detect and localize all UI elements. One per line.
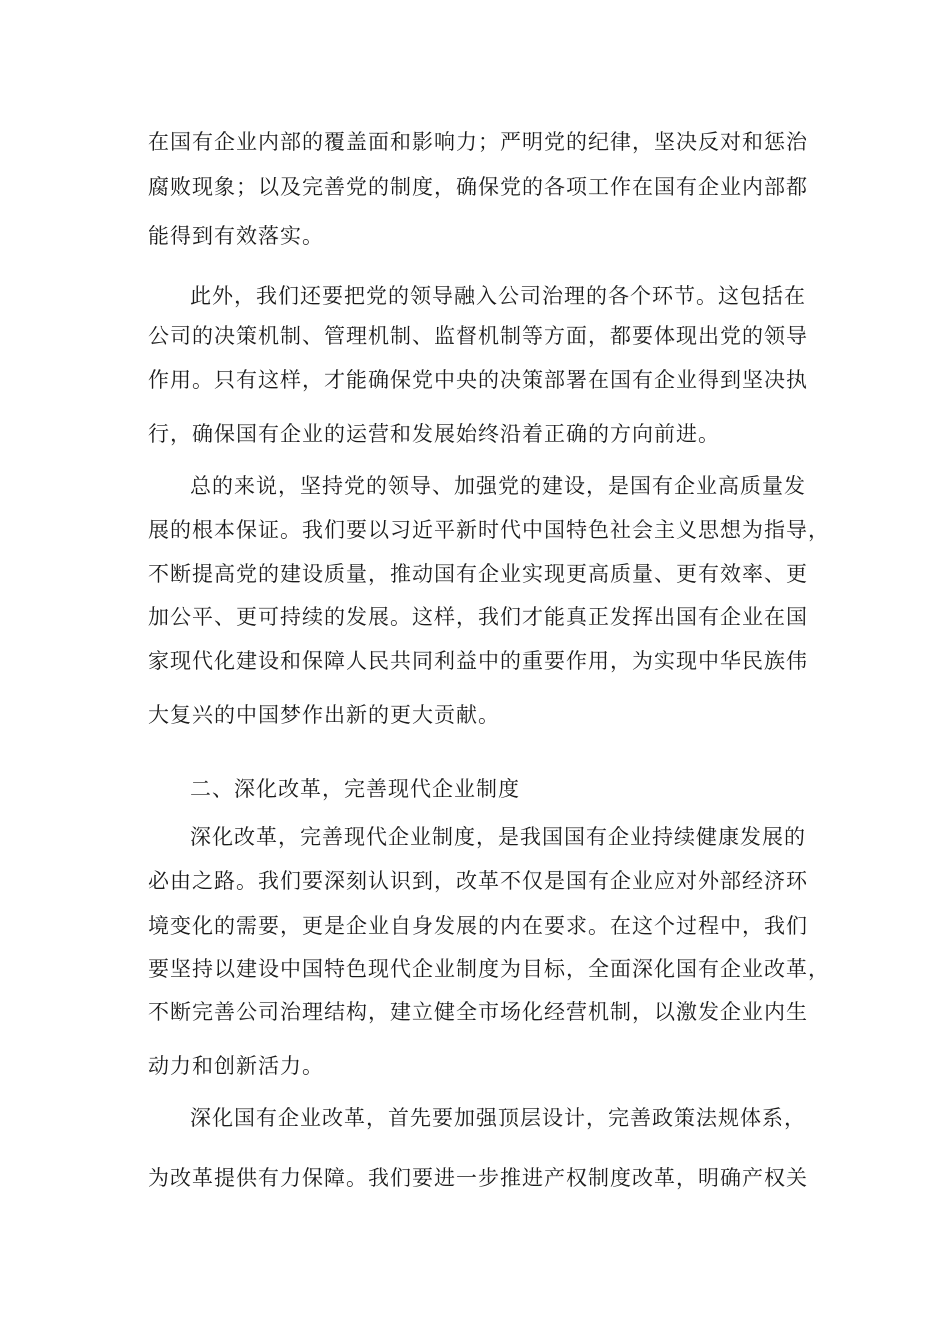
text-line: 在国有企业内部的覆盖面和影响力；严明党的纪律，坚决反对和惩治 (148, 130, 808, 154)
text-line: 作用。只有这样，才能确保党中央的决策部署在国有企业得到坚决执 (148, 368, 808, 392)
text-line: 深化改革，完善现代企业制度，是我国国有企业持续健康发展的 (190, 825, 806, 849)
text-line: 总的来说，坚持党的领导、加强党的建设，是国有企业高质量发 (190, 474, 806, 498)
text-line: 必由之路。我们要深刻认识到，改革不仅是国有企业应对外部经济环 (148, 869, 808, 893)
text-line: 公司的决策机制、管理机制、监督机制等方面，都要体现出党的领导 (148, 324, 808, 348)
text-line: 要坚持以建设中国特色现代企业制度为目标，全面深化国有企业改革， (148, 957, 830, 981)
text-line: 家现代化建设和保障人民共同利益中的重要作用，为实现中华民族伟 (148, 649, 808, 673)
text-line: 动力和创新活力。 (148, 1054, 324, 1078)
text-line: 境变化的需要，更是企业自身发展的内在要求。在这个过程中，我们 (148, 914, 808, 938)
text-line: 加公平、更可持续的发展。这样，我们才能真正发挥出国有企业在国 (148, 605, 808, 629)
text-line: 不断完善公司治理结构，建立健全市场化经营机制，以激发企业内生 (148, 1000, 808, 1024)
text-line: 深化国有企业改革，首先要加强顶层设计，完善政策法规体系， (190, 1106, 806, 1130)
text-line: 不断提高党的建设质量，推动国有企业实现更高质量、更有效率、更 (148, 562, 808, 586)
text-line: 腐败现象；以及完善党的制度，确保党的各项工作在国有企业内部都 (148, 175, 808, 199)
section-heading: 二、深化改革，完善现代企业制度 (190, 777, 520, 801)
text-line: 能得到有效落实。 (148, 224, 324, 248)
text-line: 为改革提供有力保障。我们要进一步推进产权制度改革，明确产权关 (148, 1166, 808, 1190)
text-line: 大复兴的中国梦作出新的更大贡献。 (148, 703, 500, 727)
text-line: 此外，我们还要把党的领导融入公司治理的各个环节。这包括在 (190, 284, 806, 308)
text-line: 行，确保国有企业的运营和发展始终沿着正确的方向前进。 (148, 422, 720, 446)
text-line: 展的根本保证。我们要以习近平新时代中国特色社会主义思想为指导， (148, 518, 830, 542)
